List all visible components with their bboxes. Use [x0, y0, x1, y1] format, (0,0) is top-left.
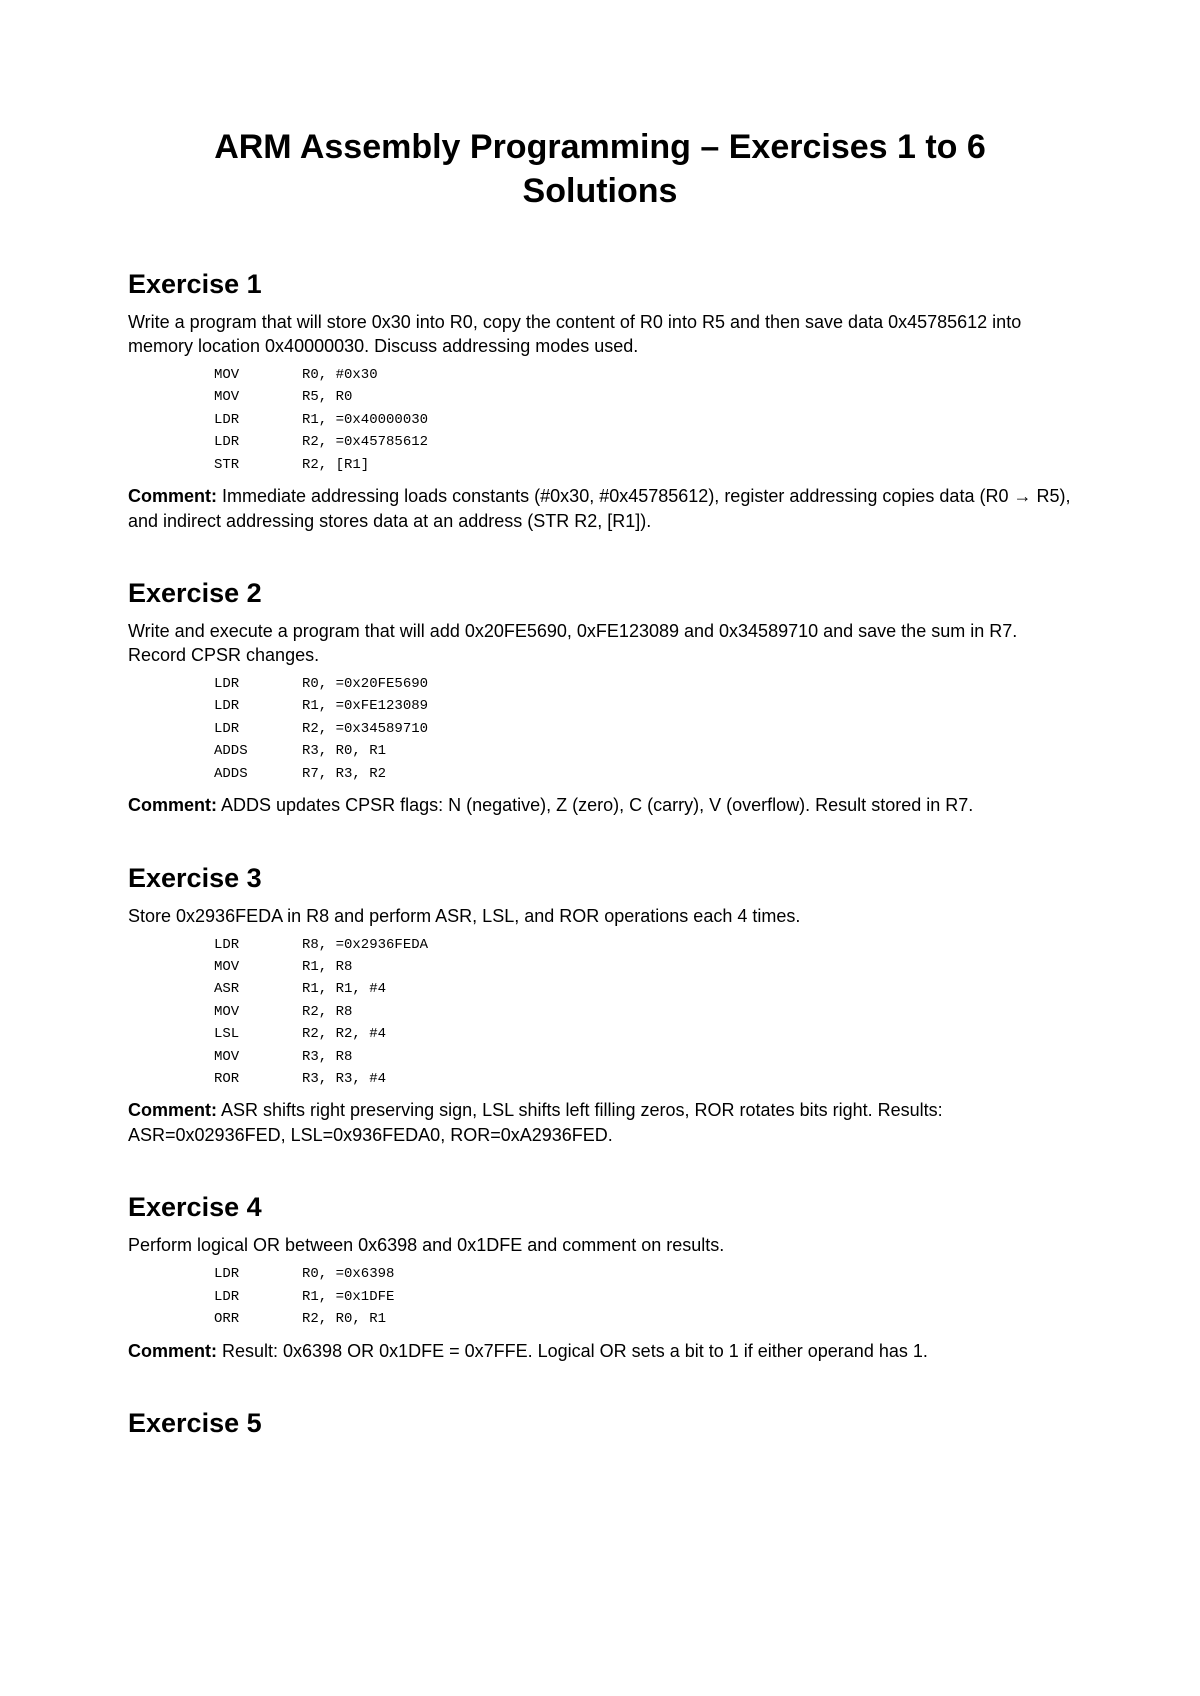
exercise-statement: Store 0x2936FEDA in R8 and perform ASR, LSL, and ROR operations each 4 times. [128, 905, 801, 926]
code-line [214, 1263, 1090, 1285]
code-operands: R7, R3, R2 [302, 765, 387, 782]
exercise-statement: Write and execute a program that will add 0x20FE5690, 0xFE123089 and 0x34589710 and save the sum in R7. Record CPSR changes. [128, 621, 1018, 666]
code-operands: R2, R2, #4 [302, 1026, 387, 1043]
code-opcode: MOV [214, 1048, 240, 1065]
comment-label: Comment: [128, 486, 217, 507]
exercise-comment [128, 793, 1090, 818]
comment-text: ASR shifts right preserving sign, LSL shifts left filling zeros, ROR rotates bits right. Results: ASR=0x02936FED, LSL=0x936FEDA0, ROR=0xA2936FED. [128, 1100, 943, 1145]
code-line [214, 1068, 1090, 1090]
comment-label: Comment: [128, 1340, 217, 1361]
code-operands: R2, [R1] [302, 456, 370, 473]
code-opcode: LDR [214, 434, 240, 451]
code-opcode: MOV [214, 367, 240, 383]
code-opcode: STR [214, 456, 240, 473]
page-title-line-1: ARM Assembly Programming – Exercises 1 to 6 [214, 128, 986, 166]
exercise-3 [128, 862, 1090, 1148]
code-operands: R5, R0 [302, 389, 353, 406]
code-block [214, 1263, 1090, 1330]
code-opcode: MOV [214, 389, 240, 406]
exercise-comment [128, 1339, 1090, 1364]
code-opcode: ASR [214, 981, 240, 998]
code-line [214, 695, 1090, 717]
code-block [214, 673, 1090, 785]
exercise-statement: Write a program that will store 0x30 into R0, copy the content of R0 into R5 and then save data 0x45785612 into memory location 0x40000030. Discuss addressing modes used. [128, 312, 1022, 356]
exercise-heading: Exercise 3 [128, 862, 262, 893]
code-opcode: LSL [214, 1026, 240, 1043]
code-opcode: MOV [214, 958, 240, 975]
code-line [214, 1046, 1090, 1068]
code-opcode: ADDS [214, 743, 248, 760]
code-operands: R0, #0x30 [302, 367, 378, 383]
code-opcode: LDR [214, 720, 240, 737]
code-opcode: LDR [214, 676, 240, 693]
exercise-comment [128, 1098, 1090, 1147]
code-opcode: LDR [214, 1266, 240, 1283]
page-title-line-2: Solutions [522, 172, 678, 210]
exercise-statement: Perform logical OR between 0x6398 and 0x1DFE and comment on results. [128, 1235, 725, 1256]
code-operands: R2, R0, R1 [302, 1311, 387, 1328]
code-line [214, 740, 1090, 762]
exercise-heading: Exercise 4 [128, 1192, 262, 1223]
code-opcode: LDR [214, 936, 240, 953]
code-line [214, 1286, 1090, 1308]
code-opcode: ADDS [214, 765, 248, 782]
exercise-heading: Exercise 5 [128, 1408, 262, 1439]
exercise-heading: Exercise 1 [128, 269, 262, 299]
code-operands: R8, =0x2936FEDA [302, 936, 429, 953]
code-line [214, 454, 1090, 476]
comment-label: Comment: [128, 1100, 217, 1121]
page-title [110, 125, 1090, 213]
code-opcode: ORR [214, 1311, 240, 1328]
code-opcode: MOV [214, 1003, 240, 1020]
code-opcode: LDR [214, 698, 240, 715]
exercise-4 [128, 1191, 1090, 1363]
code-line [214, 956, 1090, 978]
code-line [214, 718, 1090, 740]
code-block [214, 934, 1090, 1091]
code-operands: R1, =0x1DFE [302, 1288, 395, 1305]
code-operands: R0, =0x20FE5690 [302, 676, 429, 693]
code-operands: R1, =0xFE123089 [302, 698, 429, 715]
exercise-2 [128, 577, 1090, 818]
code-line [214, 409, 1090, 431]
code-block [214, 364, 1090, 476]
code-line [214, 1001, 1090, 1023]
code-opcode: ROR [214, 1071, 240, 1087]
code-line [214, 431, 1090, 453]
code-opcode: LDR [214, 1288, 240, 1305]
code-operands: R1, =0x40000030 [302, 411, 429, 428]
code-line [214, 1308, 1090, 1330]
code-line [214, 763, 1090, 785]
code-operands: R3, R0, R1 [302, 743, 387, 760]
code-operands: R2, =0x34589710 [302, 720, 429, 737]
comment-text: Result: 0x6398 OR 0x1DFE = 0x7FFE. Logical OR sets a bit to 1 if either operand has 1. [217, 1340, 928, 1361]
code-line [214, 364, 1090, 386]
code-operands: R2, =0x45785612 [302, 434, 429, 451]
code-operands: R2, R8 [302, 1003, 353, 1020]
code-operands: R3, R8 [302, 1048, 353, 1065]
comment-text: Immediate addressing loads constants (#0x30, #0x45785612), register addressing copies data (R0 → R5), and indirect addressing stores data at an address (STR R2, [R1]). [128, 486, 1071, 531]
code-operands: R0, =0x6398 [302, 1266, 395, 1283]
code-line [214, 978, 1090, 1000]
exercise-heading: Exercise 2 [128, 578, 262, 609]
comment-text: ADDS updates CPSR flags: N (negative), Z (zero), C (carry), V (overflow). Result stored in R7. [217, 795, 974, 816]
code-operands: R3, R3, #4 [302, 1071, 387, 1087]
code-operands: R1, R1, #4 [302, 981, 387, 998]
exercise-1 [128, 268, 1090, 533]
exercise-comment [128, 484, 1090, 533]
code-opcode: LDR [214, 411, 240, 428]
code-operands: R1, R8 [302, 958, 353, 975]
comment-label: Comment: [128, 795, 217, 816]
code-line [214, 673, 1090, 695]
code-line [214, 934, 1090, 956]
code-line [214, 1023, 1090, 1045]
exercise-5 [128, 1407, 1090, 1439]
code-line [214, 386, 1090, 408]
